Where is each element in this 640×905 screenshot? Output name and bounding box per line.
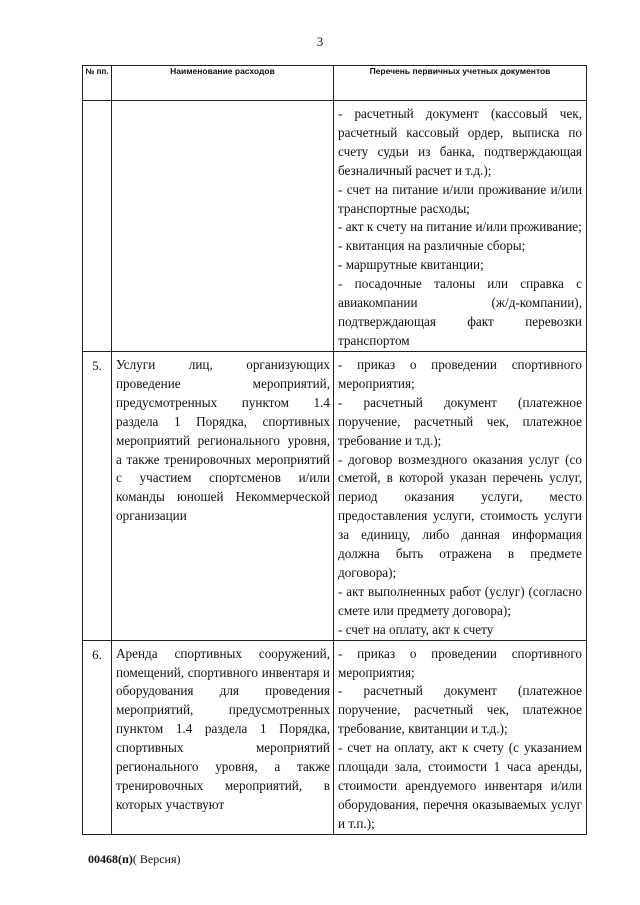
expenses-table bbox=[82, 65, 587, 835]
row-number: 5. bbox=[83, 352, 112, 641]
document-item: - приказ о проведении спортивного мероприятия; bbox=[338, 357, 582, 391]
documents-list bbox=[334, 352, 587, 641]
table-row bbox=[83, 640, 587, 834]
row-number bbox=[83, 101, 112, 352]
document-item: - счет на питание и/или проживание и/или транспортные расходы; bbox=[338, 181, 582, 216]
expense-name: Аренда спортивных сооружений, помещений, спортивного инвентаря и оборудования для проведения мероприятий, предусмотренных пунктом 1.4 раздела 1 Порядка, спортивных мероприятий регионального уровня, а также тренировочных мероприятий, в которых участвуют bbox=[112, 640, 334, 834]
document-item: - квитанция на различные сборы; bbox=[338, 238, 526, 254]
expense-name bbox=[112, 101, 334, 352]
document-item: - акт к счету на питание и/или проживание; bbox=[338, 219, 582, 235]
table-header-row bbox=[83, 66, 587, 101]
document-item: - расчетный документ (платежное поручение, расчетный чек, платежное требование, квитанции и т.д.); bbox=[338, 683, 582, 737]
document-footer bbox=[88, 852, 181, 867]
header-number: № пп. bbox=[83, 66, 112, 101]
document-item: - посадочные талоны или справка с авиакомпании (ж/д-компании), подтверждающая факт перевозки транспортом bbox=[338, 276, 582, 348]
header-expense-name: Наименование расходов bbox=[112, 66, 334, 101]
header-documents: Перечень первичных учетных документов bbox=[334, 66, 587, 101]
document-version: ( Версия) bbox=[132, 852, 181, 866]
documents-list bbox=[334, 640, 587, 834]
document-item: - договор возмездного оказания услуг (со сметой, в которой указан перечень услуг, период оказания услуги, место предоставления услуги, стоимость услуги за единицу, либо данная информация должна быть отражена в предмете договора); bbox=[338, 451, 582, 580]
page-number: 3 bbox=[316, 34, 324, 49]
documents-list bbox=[334, 101, 587, 352]
document-item: - акт выполненных работ (услуг) (согласно смете или предмету договора); bbox=[338, 583, 582, 618]
table-row bbox=[83, 352, 587, 641]
expense-name: Услуги лиц, организующих проведение мероприятий, предусмотренных пунктом 1.4 раздела 1 Порядка, спортивных мероприятий регионального уровня, а также тренировочных мероприятий с участием спортсменов и/или команды юношей Некоммерческой организации bbox=[112, 352, 334, 641]
table-row bbox=[83, 101, 587, 352]
document-item: - маршрутные квитанции; bbox=[338, 257, 484, 273]
document-item: - расчетный документ (кассовый чек, расчетный кассовый ордер, выписка по счету судьи из банка, подтверждающая безналичный расчет и т.д.); bbox=[338, 106, 582, 178]
document-item: - счет на оплату, акт к счету bbox=[338, 621, 494, 637]
document-item: - счет на оплату, акт к счету (с указанием площади зала, стоимости 1 часа аренды, стоимости арендуемого инвентаря и/или оборудования, перечня оказываемых услуг и т.п.); bbox=[338, 740, 582, 831]
document-item: - расчетный документ (платежное поручение, расчетный чек, платежное требование и т.д.); bbox=[338, 394, 582, 448]
row-number: 6. bbox=[83, 640, 112, 834]
document-item: - приказ о проведении спортивного мероприятия; bbox=[338, 645, 582, 680]
document-code: 00468(п) bbox=[88, 852, 133, 866]
